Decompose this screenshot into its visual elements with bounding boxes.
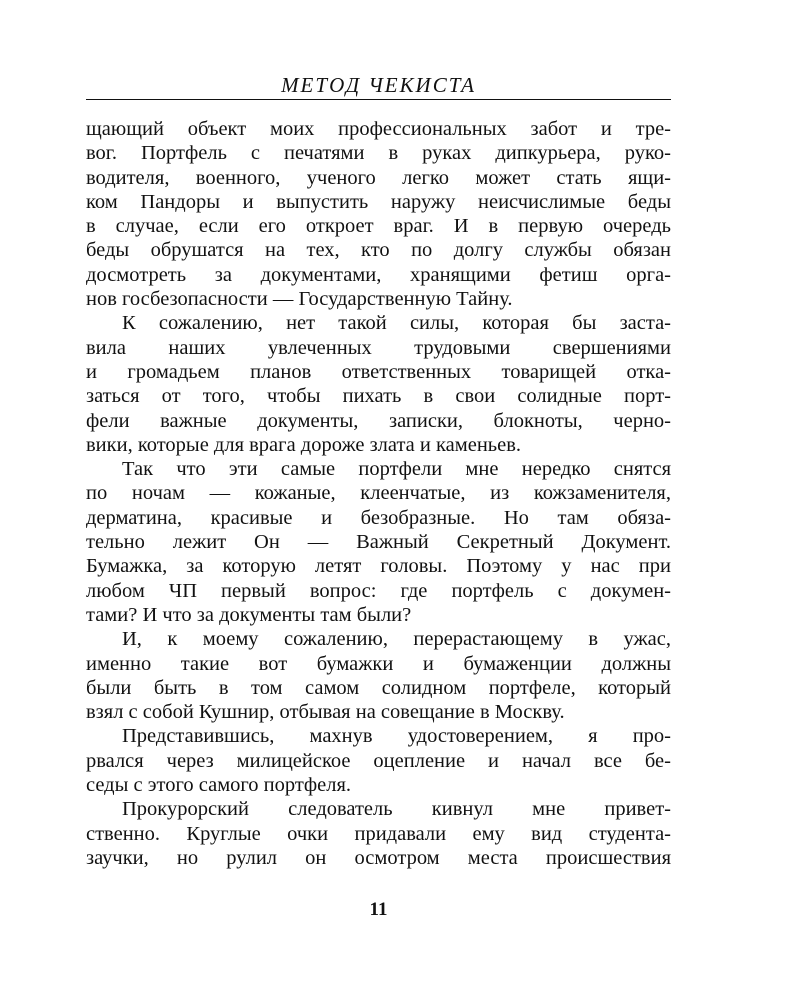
text-line: вила наших увлеченных трудовыми свершениями	[86, 336, 671, 359]
text-line: нов госбезопасности — Государственную Тайну.	[86, 288, 513, 311]
text-line: ственно. Круглые очки придавали ему вид студента-	[86, 822, 671, 845]
text-line: Прокурорский следователь кивнул мне привет-	[122, 798, 671, 821]
text-line: И, к моему сожалению, перерастающему в ужас,	[122, 628, 671, 651]
text-line: заться от того, чтобы пихать в свои солидные порт-	[86, 385, 671, 408]
text-line: Бумажка, за которую летят головы. Поэтому у нас при	[86, 555, 671, 578]
text-line: К сожалению, нет такой силы, которая бы заста-	[122, 312, 671, 335]
text-line: заучки, но рулил он осмотром места происшествия	[86, 846, 671, 869]
running-head: МЕТОД ЧЕКИСТА	[281, 73, 476, 97]
page-number: 11	[369, 899, 388, 920]
text-line: рвался через милицейское оцепление и начал все бе-	[86, 749, 671, 772]
text-line: вог. Портфель с печатями в руках дипкурьера, руко-	[86, 142, 671, 165]
text-line: Так что эти самые портфели мне нередко снятся	[122, 458, 671, 481]
text-line: ком Пандоры и выпустить наружу неисчислимые беды	[86, 190, 671, 213]
text-line: вики, которые для врага дороже злата и каменьев.	[86, 433, 522, 456]
text-line: водителя, военного, ученого легко может стать ящи-	[86, 166, 671, 189]
text-line: любом ЧП первый вопрос: где портфель с докумен-	[86, 579, 671, 602]
text-line: взял с собой Кушнир, отбывая на совещание в Москву.	[86, 701, 565, 724]
text-line: по ночам — кожаные, клеенчатые, из кожзаменителя,	[86, 482, 671, 505]
text-line: именно такие вот бумажки и бумаженции должны	[86, 652, 671, 675]
text-line: фели важные документы, записки, блокноты, черно-	[86, 409, 671, 432]
text-line: тами? И что за документы там были?	[86, 603, 412, 626]
text-line: седы с этого самого портфеля.	[86, 774, 352, 797]
text-line: досмотреть за документами, хранящими фетиш орга-	[86, 263, 671, 286]
text-line: беды обрушатся на тех, кто по долгу службы обязан	[86, 239, 671, 262]
body-text	[86, 117, 671, 870]
text-line: в случае, если его откроет враг. И в первую очередь	[86, 215, 671, 238]
text-line: дерматина, красивые и безобразные. Но там обяза-	[86, 506, 671, 529]
text-line: и громадьем планов ответственных товарищей отка-	[86, 360, 671, 383]
text-line: Представившись, махнув удостоверением, я про-	[122, 725, 671, 748]
text-line: тельно лежит Он — Важный Секретный Документ.	[86, 531, 671, 554]
text-line: были быть в том самом солидном портфеле, который	[86, 676, 671, 699]
text-line: щающий объект моих профессиональных забот и тре-	[86, 118, 671, 140]
header-rule	[86, 99, 671, 100]
